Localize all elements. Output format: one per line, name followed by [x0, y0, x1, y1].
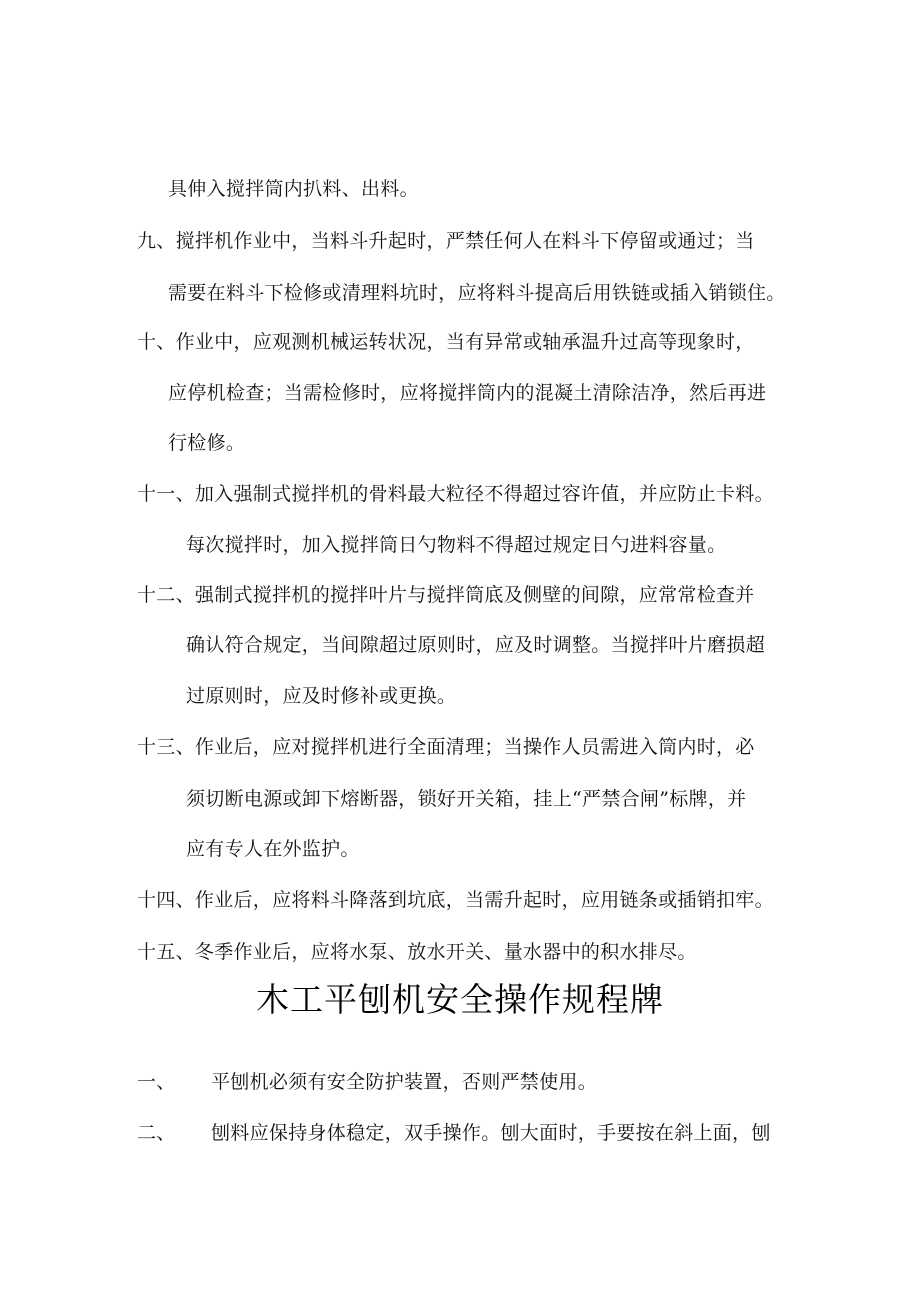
section-title: 木工平刨机安全操作规程牌 [256, 980, 664, 1019]
paragraph-line: 十、作业中，应观测机械运转状况，当有异常或轴承温升过高等现象时， [137, 331, 755, 353]
paragraph-line: 十五、冬季作业后，应将水泵、放水开关、量水器中的积水排尽。 [137, 941, 697, 963]
list-item [137, 1120, 176, 1146]
list-item-number: 二、 [137, 1122, 176, 1144]
list-item-number: 一、 [137, 1071, 176, 1093]
paragraph-line: 十一、加入强制式搅拌机的骨料最大粒径不得超过容许值，并应防止卡料。 [137, 483, 774, 505]
list-item-text: 刨料应保持身体稳定，双手操作。刨大面时，手要按在斜上面，刨 [211, 1122, 771, 1144]
list-item-text: 平刨机必须有安全防护装置，否则严禁使用。 [211, 1071, 598, 1093]
paragraph-line: 过原则时，应及时修补或更换。 [186, 685, 457, 707]
paragraph-line: 须切断电源或卸下熔断器，锁好开关箱，挂上“严禁合闸”标牌，并 [186, 788, 747, 810]
list-item [137, 1069, 176, 1095]
paragraph-line: 十二、强制式搅拌机的搅拌叶片与搅拌筒底及侧壁的间隙，应常常检查并 [137, 584, 755, 606]
paragraph-line: 具伸入搅拌筒内扒料、出料。 [168, 178, 419, 200]
paragraph-line: 应停机检查；当需检修时，应将搅拌筒内的混凝土清除洁净，然后再进 [168, 382, 767, 404]
paragraph-line: 行检修。 [168, 432, 246, 454]
paragraph-line: 十四、作业后，应将料斗降落到坑底，当需升起时，应用链条或插销扣牢。 [137, 889, 774, 911]
paragraph-line: 应有专人在外监护。 [186, 838, 360, 860]
paragraph-line: 十三、作业后，应对搅拌机进行全面清理；当操作人员需进入筒内时，必 [137, 736, 755, 758]
paragraph-line: 每次搅拌时，加入搅拌筒日勺物料不得超过规定日勺进料容量。 [186, 534, 727, 556]
paragraph-line: 九、搅拌机作业中，当料斗升起时，严禁任何人在料斗下停留或通过；当 [137, 230, 755, 252]
paragraph-line: 确认符合规定，当间隙超过原则时，应及时调整。当搅拌叶片磨损超 [186, 634, 766, 656]
paragraph-line: 需要在料斗下检修或清理料坑时，应将料斗提高后用铁链或插入销锁住。 [168, 282, 786, 304]
